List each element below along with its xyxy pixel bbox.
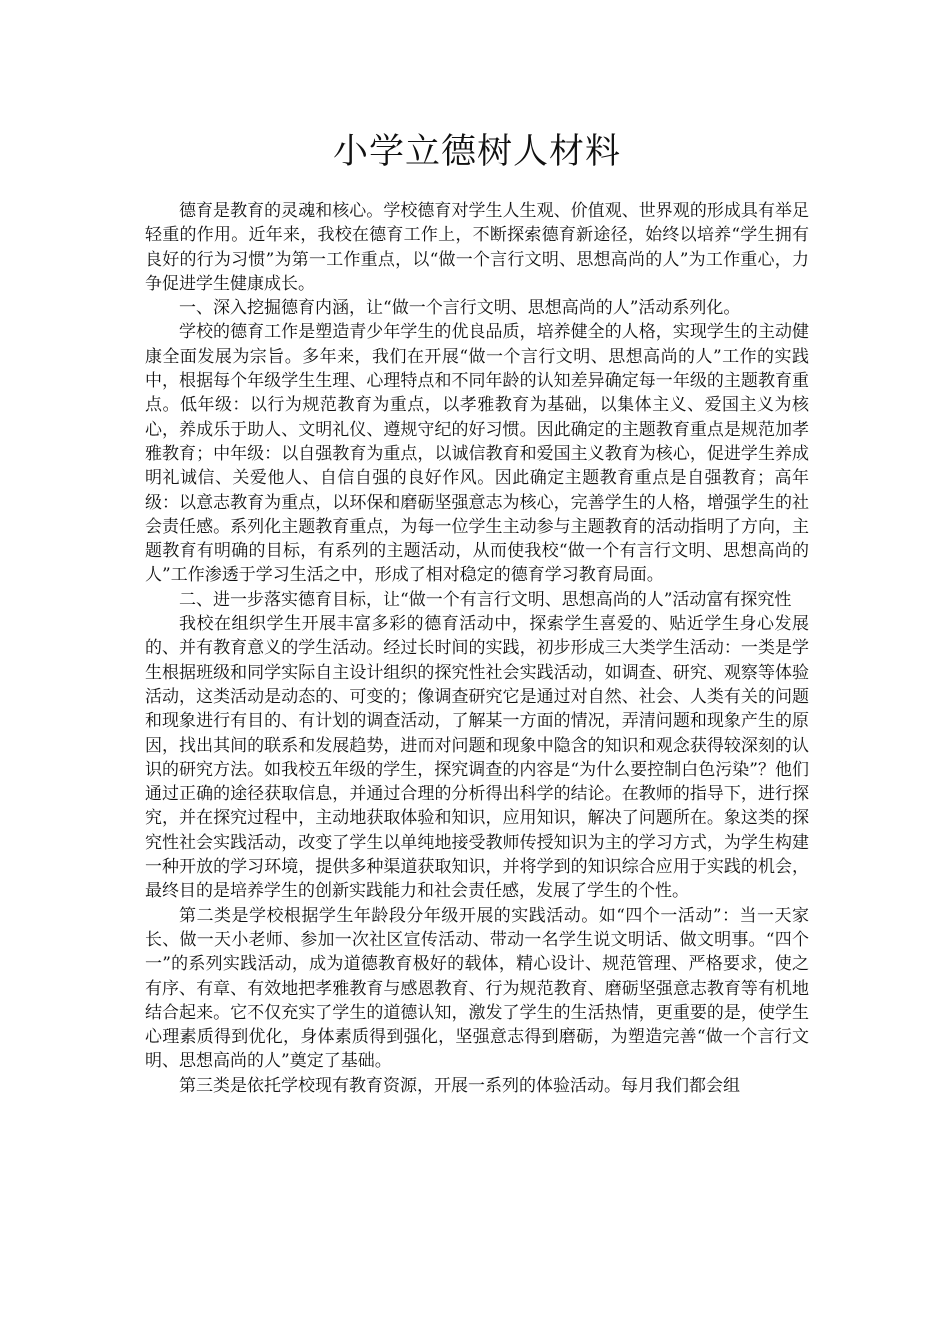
section-two-paragraph-third-type: 第三类是依托学校现有教育资源，开展一系列的体验活动。每月我们都会组 [179, 1075, 740, 1096]
section-two-paragraph-second-type: 第二类是学校根据学生年龄段分年级开展的实践活动。如“四个一活动”：当一天家长、做一天小老师、参加一次社区宣传活动、带动一名学生说文明话、做文明事。“四个一”的系列实践活动，成为道德教育极好的载体，精心设计、规范管理、严格要求，使之有序、有章、有效地把孝雅教育与感恩教育、行为规范教育、磨砺坚强意志教育等有机地结合起来。它不仅充实了学生的道德认知，激发了学生的生活热情，更重要的是，使学生心理素质得到优化，身体素质得到强化，坚强意志得到磨砺，为塑造完善“做一个言行文明、思想高尚的人”奠定了基础。 [145, 905, 809, 1072]
intro-paragraph: 德育是教育的灵魂和核心。学校德育对学生人生观、价值观、世界观的形成具有举足轻重的作用。近年来，我校在德育工作上，不断探索德育新途径，始终以培养“学生拥有良好的行为习惯”为第一工作重点，以“做一个言行文明、思想高尚的人”为工作重心，力争促进学生健康成长。 [145, 201, 809, 294]
section-one-heading: 一、深入挖掘德育内涵，让“做一个言行文明、思想高尚的人”活动系列化。 [179, 298, 741, 319]
document-body [145, 199, 809, 1098]
section-two-heading: 二、进一步落实德育目标，让“做一个有言行文明、思想高尚的人”活动富有探究性 [179, 589, 792, 610]
section-two-paragraph-first-type: 我校在组织学生开展丰富多彩的德育活动中，探索学生喜爱的、贴近学生身心发展的、并有教育意义的学生活动。经过长时间的实践，初步形成三大类学生活动：一类是学生根据班级和同学实际自主设计组织的探究性社会实践活动，如调查、研究、观察等体验活动，这类活动是动态的、可变的；像调查研究它是通过对自然、社会、人类有关的问题和现象进行有目的、有计划的调查活动，了解某一方面的情况，弄清问题和现象产生的原因，找出其间的联系和发展趋势，进而对问题和现象中隐含的知识和观念获得较深刻的认识的研究方法。如我校五年级的学生，探究调查的内容是“为什么要控制白色污染”？他们通过正确的途径获取信息，并通过合理的分析得出科学的结论。在教师的指导下，进行探究，并在探究过程中，主动地获取体验和知识，应用知识，解决了问题所在。象这类的探究性社会实践活动，改变了学生以单纯地接受教师传授知识为主的学习方式，为学生构建一种开放的学习环境，提供多种渠道获取知识，并将学到的知识综合应用于实践的机会，最终目的是培养学生的创新实践能力和社会责任感，发展了学生的个性。 [145, 614, 809, 902]
document-title: 小学立德树人材料 [332, 132, 621, 172]
section-one-paragraph: 学校的德育工作是塑造青少年学生的优良品质，培养健全的人格，实现学生的主动健康全面发展为宗旨。多年来，我们在开展“做一个言行文明、思想高尚的人”工作的实践中，根据每个年级学生生理、心理特点和不同年龄的认知差异确定每一年级的主题教育重点。低年级：以行为规范教育为重点，以孝雅教育为基础，以集体主义、爱国主义为核心，养成乐于助人、文明礼仪、遵规守纪的好习惯。因此确定的主题教育重点是规范加孝雅教育；中年级：以自强教育为重点，以诚信教育和爱国主义教育为核心，促进学生养成明礼诚信、关爱他人、自信自强的良好作风。因此确定主题教育重点是自强教育；高年级：以意志教育为重点，以环保和磨砺坚强意志为核心，完善学生的人格，增强学生的社会责任感。系列化主题教育重点，为每一位学生主动参与主题教育的活动指明了方向，主题教育有明确的目标，有系列的主题活动，从而使我校“做一个有言行文明、思想高尚的人”工作渗透于学习生活之中，形成了相对稳定的德育学习教育局面。 [145, 322, 809, 586]
